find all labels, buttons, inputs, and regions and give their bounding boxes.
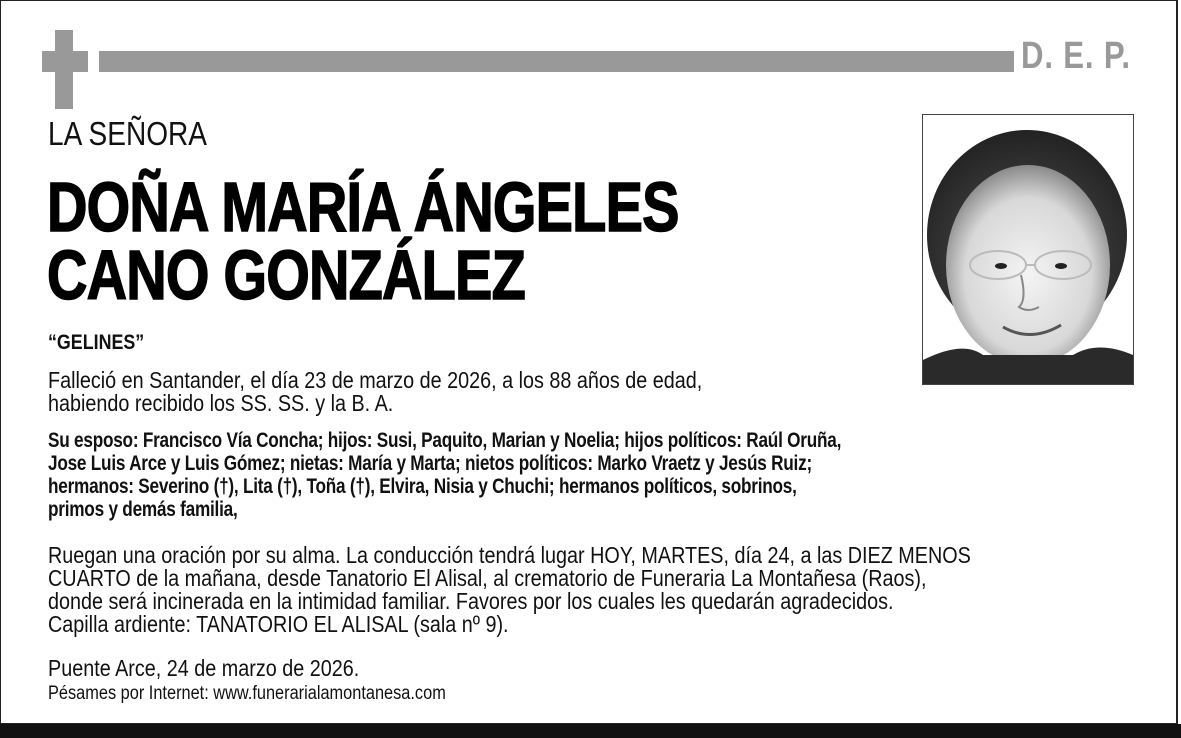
cross-icon-bar bbox=[42, 51, 88, 72]
service-line: donde será incinerada en la intimidad familiar. Favores por los cuales les quedarán agradecidos. bbox=[48, 588, 894, 614]
name-line-2: CANO GONZÁLEZ bbox=[47, 236, 526, 314]
family-line: Su esposo: Francisco Vía Concha; hijos: Susi, Paquito, Marian y Noelia; hijos políticos: Raúl Oruña, bbox=[48, 428, 842, 452]
nickname: “GELINES” bbox=[48, 331, 145, 354]
service-line: CUARTO de la mañana, desde Tanatorio El Alisal, al crematorio de Funeraria La Montañesa (Raos), bbox=[48, 565, 927, 591]
condolences-link[interactable]: Pésames por Internet: www.funerarialamontanesa.com bbox=[48, 683, 446, 704]
service-line: Ruegan una oración por su alma. La conducción tendrá lugar HOY, MARTES, día 24, a las DIEZ MENOS bbox=[48, 542, 971, 568]
death-notice bbox=[48, 369, 702, 415]
death-notice-line: Falleció en Santander, el día 23 de marzo de 2026, a los 88 años de edad, bbox=[48, 367, 703, 393]
portrait-photo bbox=[922, 114, 1134, 385]
name-line-1: DOÑA MARÍA ÁNGELES bbox=[47, 168, 679, 246]
family-line: hermanos: Severino (†), Lita (†), Toña (†), Elvira, Nisia y Chuchi; hermanos políticos, sobrinos, bbox=[48, 474, 797, 498]
honorific: LA SEÑORA bbox=[48, 115, 208, 152]
deceased-name bbox=[47, 168, 679, 314]
dep-label: D. E. P. bbox=[1021, 35, 1131, 77]
death-notice-line: habiendo recibido los SS. SS. y la B. A. bbox=[48, 390, 394, 416]
portrait-icon bbox=[923, 115, 1133, 384]
bottom-strip bbox=[0, 724, 1181, 738]
service-line: Capilla ardiente: TANATORIO EL ALISAL (sala nº 9). bbox=[48, 611, 509, 637]
family-line: primos y demás familia, bbox=[48, 497, 238, 521]
family-line: Jose Luis Arce y Luis Gómez; nietas: María y Marta; nietos políticos: Marko Vraetz y Jesús Ruiz; bbox=[48, 451, 812, 475]
header-rule bbox=[99, 51, 1014, 72]
place-date: Puente Arce, 24 de marzo de 2026. bbox=[48, 655, 360, 681]
family-list bbox=[48, 429, 841, 521]
service-details bbox=[48, 544, 971, 636]
